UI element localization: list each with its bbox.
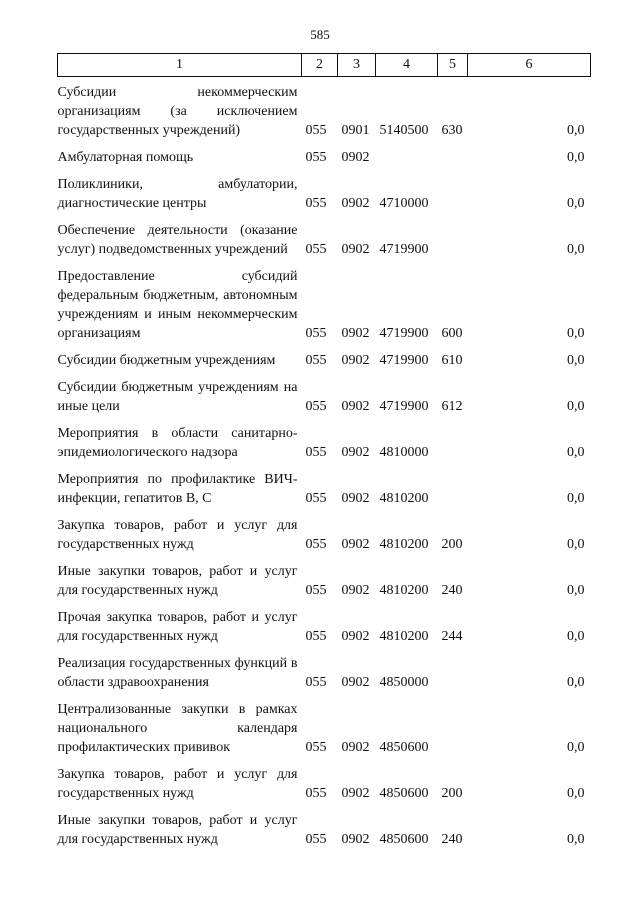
row-section-code: 0902 (341, 445, 370, 460)
row-amount: 0,0 (567, 491, 585, 506)
row-section-code: 0902 (341, 537, 370, 552)
row-name: Иные закупки товаров, работ и услуг для государственных нужд (57, 813, 298, 847)
row-amount: 0,0 (567, 242, 585, 257)
row-expense-type-code (438, 167, 468, 213)
header-col-2: 2 (302, 54, 338, 77)
table-row (58, 803, 591, 849)
row-section-code: 0902 (341, 326, 370, 341)
row-amount: 0,0 (567, 399, 585, 414)
row-section-code: 0902 (341, 675, 370, 690)
row-name: Субсидии некоммерческим организациям (за исключением государственных учреждений) (57, 85, 298, 138)
table-header (58, 54, 591, 77)
row-section-code: 0902 (341, 399, 370, 414)
table-row (58, 259, 591, 343)
row-section-code: 0902 (341, 353, 370, 368)
row-section-code: 0902 (341, 491, 370, 506)
table-row (58, 554, 591, 600)
header-col-4: 4 (376, 54, 438, 77)
header-row (58, 54, 591, 77)
row-name: Мероприятия в области санитарно-эпидемиологического надзора (57, 426, 298, 460)
row-name: Реализация государственных функций в области здравоохранения (57, 656, 298, 690)
row-article-code: 5140500 (379, 123, 429, 138)
page-number: 585 (310, 27, 330, 42)
table-row (58, 213, 591, 259)
table-row (58, 77, 591, 141)
row-ministry-code: 055 (305, 629, 327, 644)
row-expense-type-code: 630 (441, 123, 463, 138)
row-expense-type-code: 600 (441, 326, 463, 341)
row-article-code: 4850000 (379, 675, 429, 690)
row-article-code: 4810200 (379, 629, 429, 644)
header-col-3: 3 (338, 54, 376, 77)
row-amount: 0,0 (567, 196, 585, 211)
row-amount: 0,0 (567, 583, 585, 598)
row-section-code: 0902 (341, 150, 370, 165)
row-amount: 0,0 (567, 445, 585, 460)
header-col-1: 1 (58, 54, 302, 77)
header-col-5: 5 (438, 54, 468, 77)
row-article-code: 4850600 (379, 786, 429, 801)
table-row (58, 692, 591, 757)
row-name: Поликлиники, амбулатории, диагностические центры (57, 177, 298, 211)
row-amount: 0,0 (567, 786, 585, 801)
table-row (58, 600, 591, 646)
row-name: Прочая закупка товаров, работ и услуг для государственных нужд (57, 610, 298, 644)
row-expense-type-code: 240 (441, 583, 463, 598)
row-article-code: 4810000 (379, 445, 429, 460)
row-expense-type-code (438, 416, 468, 462)
row-amount: 0,0 (567, 537, 585, 552)
row-name: Иные закупки товаров, работ и услуг для государственных нужд (57, 564, 298, 598)
row-ministry-code: 055 (305, 353, 327, 368)
row-section-code: 0902 (341, 242, 370, 257)
row-expense-type-code (438, 213, 468, 259)
row-amount: 0,0 (567, 740, 585, 755)
row-amount: 0,0 (567, 150, 585, 165)
table-row (58, 370, 591, 416)
row-ministry-code: 055 (305, 832, 327, 847)
row-article-code: 4719900 (379, 353, 429, 368)
row-name: Амбулаторная помощь (57, 150, 194, 165)
row-article-code: 4719900 (379, 399, 429, 414)
row-amount: 0,0 (567, 629, 585, 644)
row-ministry-code: 055 (305, 786, 327, 801)
row-expense-type-code (438, 140, 468, 167)
row-expense-type-code: 200 (441, 786, 463, 801)
row-ministry-code: 055 (305, 399, 327, 414)
table-body (58, 77, 591, 850)
row-name: Субсидии бюджетным учреждениям (57, 353, 276, 368)
row-ministry-code: 055 (305, 491, 327, 506)
row-amount: 0,0 (567, 832, 585, 847)
table-row (58, 343, 591, 370)
row-ministry-code: 055 (305, 196, 327, 211)
row-expense-type-code: 200 (441, 537, 463, 552)
table-row (58, 416, 591, 462)
table-row (58, 646, 591, 692)
row-expense-type-code (438, 646, 468, 692)
row-expense-type-code: 610 (441, 353, 463, 368)
row-ministry-code: 055 (305, 150, 327, 165)
row-article-code (376, 140, 438, 167)
row-article-code: 4810200 (379, 583, 429, 598)
row-name: Закупка товаров, работ и услуг для государственных нужд (57, 767, 298, 801)
row-article-code: 4850600 (379, 740, 429, 755)
row-ministry-code: 055 (305, 537, 327, 552)
row-ministry-code: 055 (305, 675, 327, 690)
row-article-code: 4719900 (379, 326, 429, 341)
row-expense-type-code: 240 (441, 832, 463, 847)
row-section-code: 0902 (341, 629, 370, 644)
row-section-code: 0901 (341, 123, 370, 138)
budget-table (57, 53, 591, 849)
row-section-code: 0902 (341, 786, 370, 801)
row-expense-type-code (438, 462, 468, 508)
table-row (58, 462, 591, 508)
row-name: Мероприятия по профилактике ВИЧ-инфекции, гепатитов В, С (57, 472, 298, 506)
row-name: Предоставление субсидий федеральным бюджетным, автономным учреждениям и иным некоммерческим организациям (57, 269, 298, 341)
table-row (58, 508, 591, 554)
header-col-6: 6 (468, 54, 591, 77)
row-amount: 0,0 (567, 123, 585, 138)
row-expense-type-code (438, 692, 468, 757)
row-ministry-code: 055 (305, 326, 327, 341)
row-article-code: 4810200 (379, 491, 429, 506)
table-row (58, 757, 591, 803)
row-article-code: 4850600 (379, 832, 429, 847)
row-article-code: 4710000 (379, 196, 429, 211)
row-name: Субсидии бюджетным учреждениям на иные цели (57, 380, 298, 414)
row-expense-type-code: 244 (441, 629, 463, 644)
row-name: Централизованные закупки в рамках национального календаря профилактических прививок (57, 702, 298, 755)
row-ministry-code: 055 (305, 583, 327, 598)
row-amount: 0,0 (567, 326, 585, 341)
row-ministry-code: 055 (305, 445, 327, 460)
row-name: Закупка товаров, работ и услуг для государственных нужд (57, 518, 298, 552)
row-amount: 0,0 (567, 675, 585, 690)
row-section-code: 0902 (341, 740, 370, 755)
row-name: Обеспечение деятельности (оказание услуг) подведомственных учреждений (57, 223, 298, 257)
row-article-code: 4719900 (379, 242, 429, 257)
row-ministry-code: 055 (305, 123, 327, 138)
table-row (58, 167, 591, 213)
row-ministry-code: 055 (305, 740, 327, 755)
row-amount: 0,0 (567, 353, 585, 368)
row-article-code: 4810200 (379, 537, 429, 552)
row-expense-type-code: 612 (441, 399, 463, 414)
table-row (58, 140, 591, 167)
row-section-code: 0902 (341, 832, 370, 847)
row-ministry-code: 055 (305, 242, 327, 257)
row-section-code: 0902 (341, 196, 370, 211)
row-section-code: 0902 (341, 583, 370, 598)
